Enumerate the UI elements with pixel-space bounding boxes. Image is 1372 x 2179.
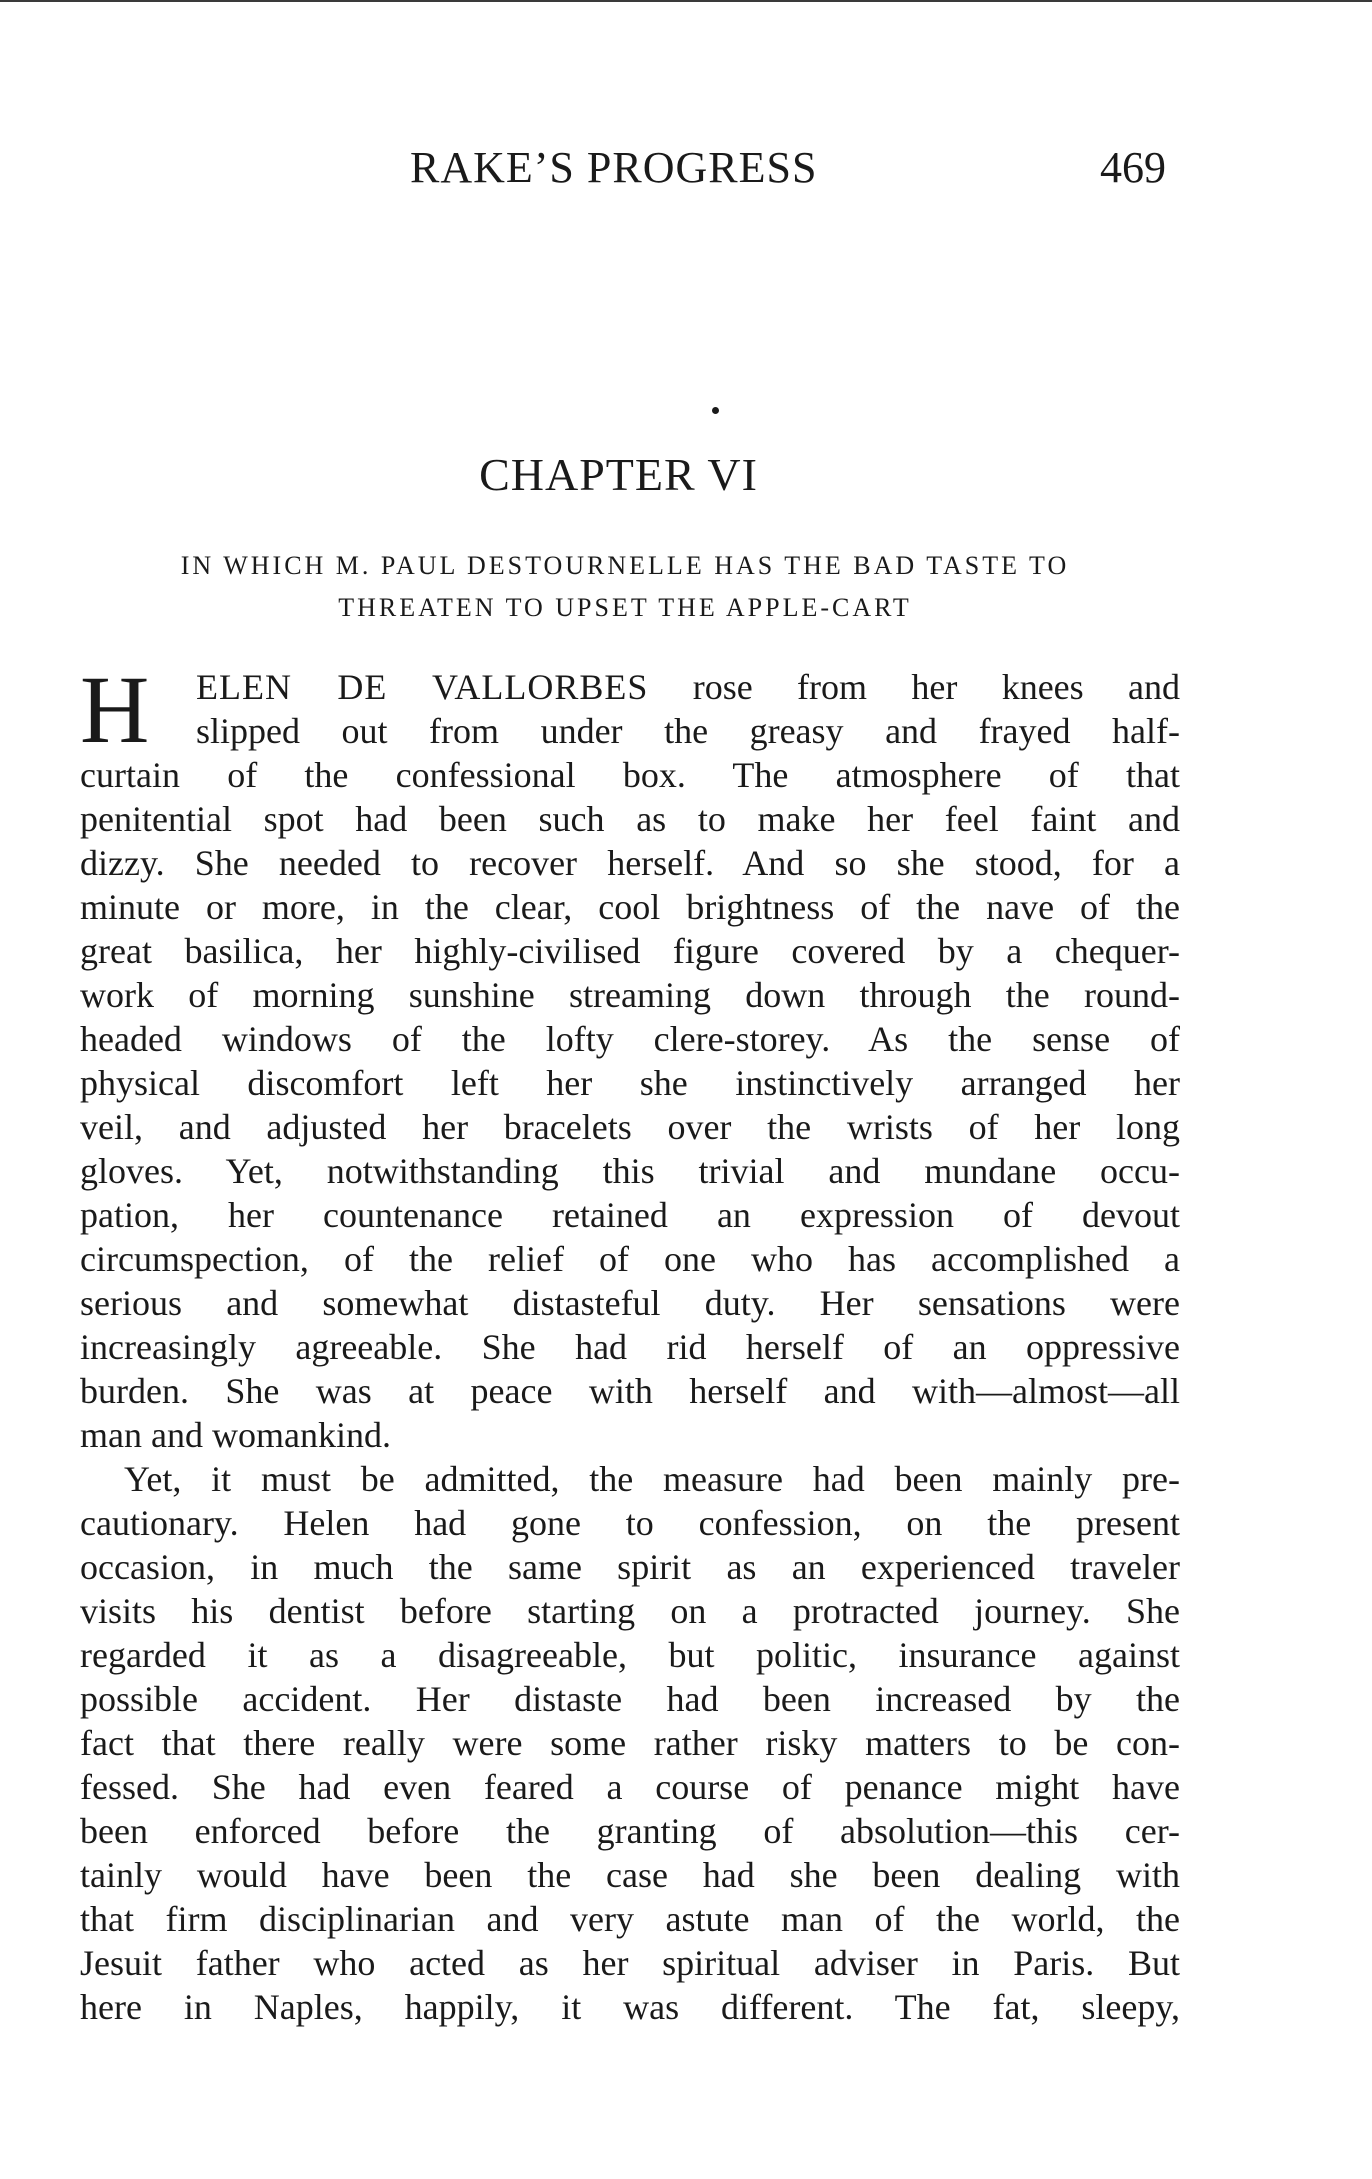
text-line: Jesuit father who acted as her spiritual adviser in Paris. But	[80, 1943, 1180, 1983]
ornament-dot	[712, 407, 719, 414]
text-line: dizzy. She needed to recover herself. And so she stood, for a	[80, 843, 1180, 883]
text-line: Yet, it must be admitted, the measure had been mainly pre-	[124, 1459, 1180, 1499]
text-line: man and womankind.	[80, 1415, 391, 1455]
text-line: fessed. She had even feared a course of penance might have	[80, 1767, 1180, 1807]
text-line: headed windows of the lofty clere-storey. As the sense of	[80, 1019, 1180, 1059]
text-line: regarded it as a disagreeable, but politic, insurance against	[80, 1635, 1180, 1675]
text-line: penitential spot had been such as to make her feel faint and	[80, 799, 1180, 839]
text-line: increasingly agreeable. She had rid herself of an oppressive	[80, 1327, 1180, 1367]
chapter-heading: CHAPTER VI	[479, 449, 758, 500]
text-line: pation, her countenance retained an expression of devout	[80, 1195, 1180, 1235]
text-line: slipped out from under the greasy and frayed half-	[196, 711, 1180, 751]
text-line: curtain of the confessional box. The atmosphere of that	[80, 755, 1180, 795]
text-line: here in Naples, happily, it was different. The fat, sleepy,	[80, 1987, 1180, 2027]
text-line: veil, and adjusted her bracelets over the wrists of her long	[80, 1107, 1180, 1147]
text-line: that firm disciplinarian and very astute man of the world, the	[80, 1899, 1180, 1939]
first-line-caps: ELEN DE VALLORBES	[196, 667, 649, 707]
first-line-rest: rose from her knees and	[692, 667, 1180, 707]
text-line: occasion, in much the same spirit as an experienced traveler	[80, 1547, 1180, 1587]
text-line: fact that there really were some rather risky matters to be con-	[80, 1723, 1180, 1763]
text-line: visits his dentist before starting on a protracted journey. She	[80, 1591, 1180, 1631]
text-line: circumspection, of the relief of one who has accomplished a	[80, 1239, 1180, 1279]
text-line: physical discomfort left her she instinctively arranged her	[80, 1063, 1180, 1103]
running-title: RAKE’S PROGRESS	[410, 143, 818, 192]
text-line: work of morning sunshine streaming down through the round-	[80, 975, 1180, 1015]
chapter-subtitle-line: IN WHICH M. PAUL DESTOURNELLE HAS THE BAD TASTE TO	[180, 551, 1070, 580]
paragraph-1	[80, 665, 1180, 1457]
drop-cap-letter: H	[80, 656, 150, 763]
text-line: possible accident. Her distaste had been increased by the	[80, 1679, 1180, 1719]
text-line: great basilica, her highly-civilised figure covered by a chequer-	[80, 931, 1180, 971]
top-page-rule	[0, 0, 1372, 2]
running-header	[0, 142, 1372, 202]
page-number: 469	[1100, 143, 1166, 192]
text-line: burden. She was at peace with herself and with—almost—all	[80, 1371, 1180, 1411]
first-line	[80, 665, 1180, 709]
text-line: tainly would have been the case had she been dealing with	[80, 1855, 1180, 1895]
body-text	[80, 665, 1180, 2029]
text-line: minute or more, in the clear, cool brightness of the nave of the	[80, 887, 1180, 927]
chapter-subtitle-line: THREATEN TO UPSET THE APPLE-CART	[338, 593, 912, 622]
text-line: gloves. Yet, notwithstanding this trivial and mundane occu-	[80, 1151, 1180, 1191]
chapter-subtitle	[80, 545, 1170, 629]
text-line: cautionary. Helen had gone to confession, on the present	[80, 1503, 1180, 1543]
text-line: serious and somewhat distasteful duty. Her sensations were	[80, 1283, 1180, 1323]
paragraph-2	[80, 1457, 1180, 2029]
text-line: been enforced before the granting of absolution—this cer-	[80, 1811, 1180, 1851]
